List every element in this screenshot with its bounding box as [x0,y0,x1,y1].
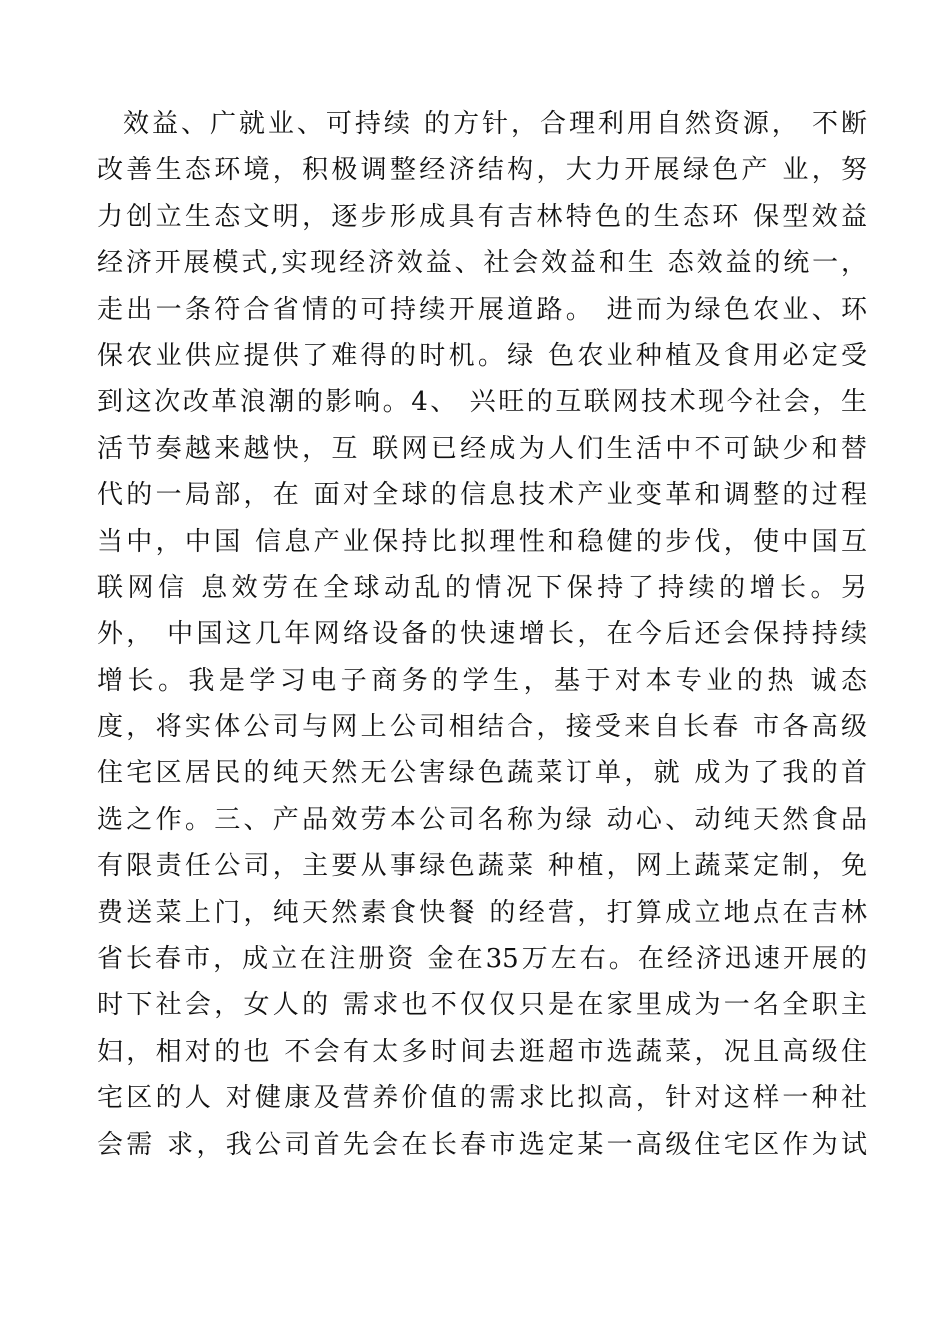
text-line: 省长春市，成立在注册资 金在35万左右。在经济迅速开展的 [97,944,867,975]
text-line: 效益、广就业、可持续 的方针，合理利用自然资源， 不断 [123,109,867,139]
text-line: 到这次改革浪潮的影响。4、 兴旺的互联网技术现今社会，生 [97,387,867,418]
text-line: 选之作。三、产品效劳本公司名称为绿 动心、动纯天然食品 [97,804,867,835]
text-line: 联网信 息效劳在全球动乱的情况下保持了持续的增长。另 [97,572,867,603]
text-line: 走出一条符合省情的可持续开展道路。 进而为绿色农业、环 [97,294,867,325]
text-line: 宅区的人 对健康及营养价值的需求比拟高，针对这样一种社 [97,1083,867,1114]
text-line: 保农业供应提供了难得的时机。绿 色农业种植及食用必定受 [97,340,867,371]
text-line: 住宅区居民的纯天然无公害绿色蔬菜订单，就 成为了我的首 [97,758,867,789]
text-line: 外， 中国这几年网络设备的快速增长，在今后还会保持持续 [97,619,867,650]
text-line: 妇，相对的也 不会有太多时间去逛超市选蔬菜，况且高级住 [97,1036,867,1067]
text-line: 有限责任公司，主要从事绿色蔬菜 种植，网上蔬菜定制，免 [97,851,867,882]
body-text [97,101,867,1168]
text-line: 当中，中国 信息产业保持比拟理性和稳健的步伐，使中国互 [97,526,867,557]
text-line: 代的一局部，在 面对全球的信息技术产业变革和调整的过程 [97,480,867,511]
text-line: 经济开展模式,实现经济效益、社会效益和生 态效益的统一， [97,248,867,279]
text-line: 度，将实体公司与网上公司相结合，接受来自长春 市各高级 [97,712,867,743]
text-line: 改善生态环境，积极调整经济结构，大力开展绿色产 业，努 [97,155,867,186]
text-line: 增长。我是学习电子商务的学生，基于对本专业的热 诚态 [97,665,867,696]
text-line: 时下社会，女人的 需求也不仅仅只是在家里成为一名全职主 [97,990,867,1021]
text-line: 活节奏越来越快，互 联网已经成为人们生活中不可缺少和替 [97,433,867,464]
text-line: 力创立生态文明，逐步形成具有吉林特色的生态环 保型效益 [97,201,867,232]
text-line: 费送菜上门，纯天然素食快餐 的经营，打算成立地点在吉林 [97,897,867,928]
text-line: 会需 求，我公司首先会在长春市选定某一高级住宅区作为试 [97,1129,867,1160]
